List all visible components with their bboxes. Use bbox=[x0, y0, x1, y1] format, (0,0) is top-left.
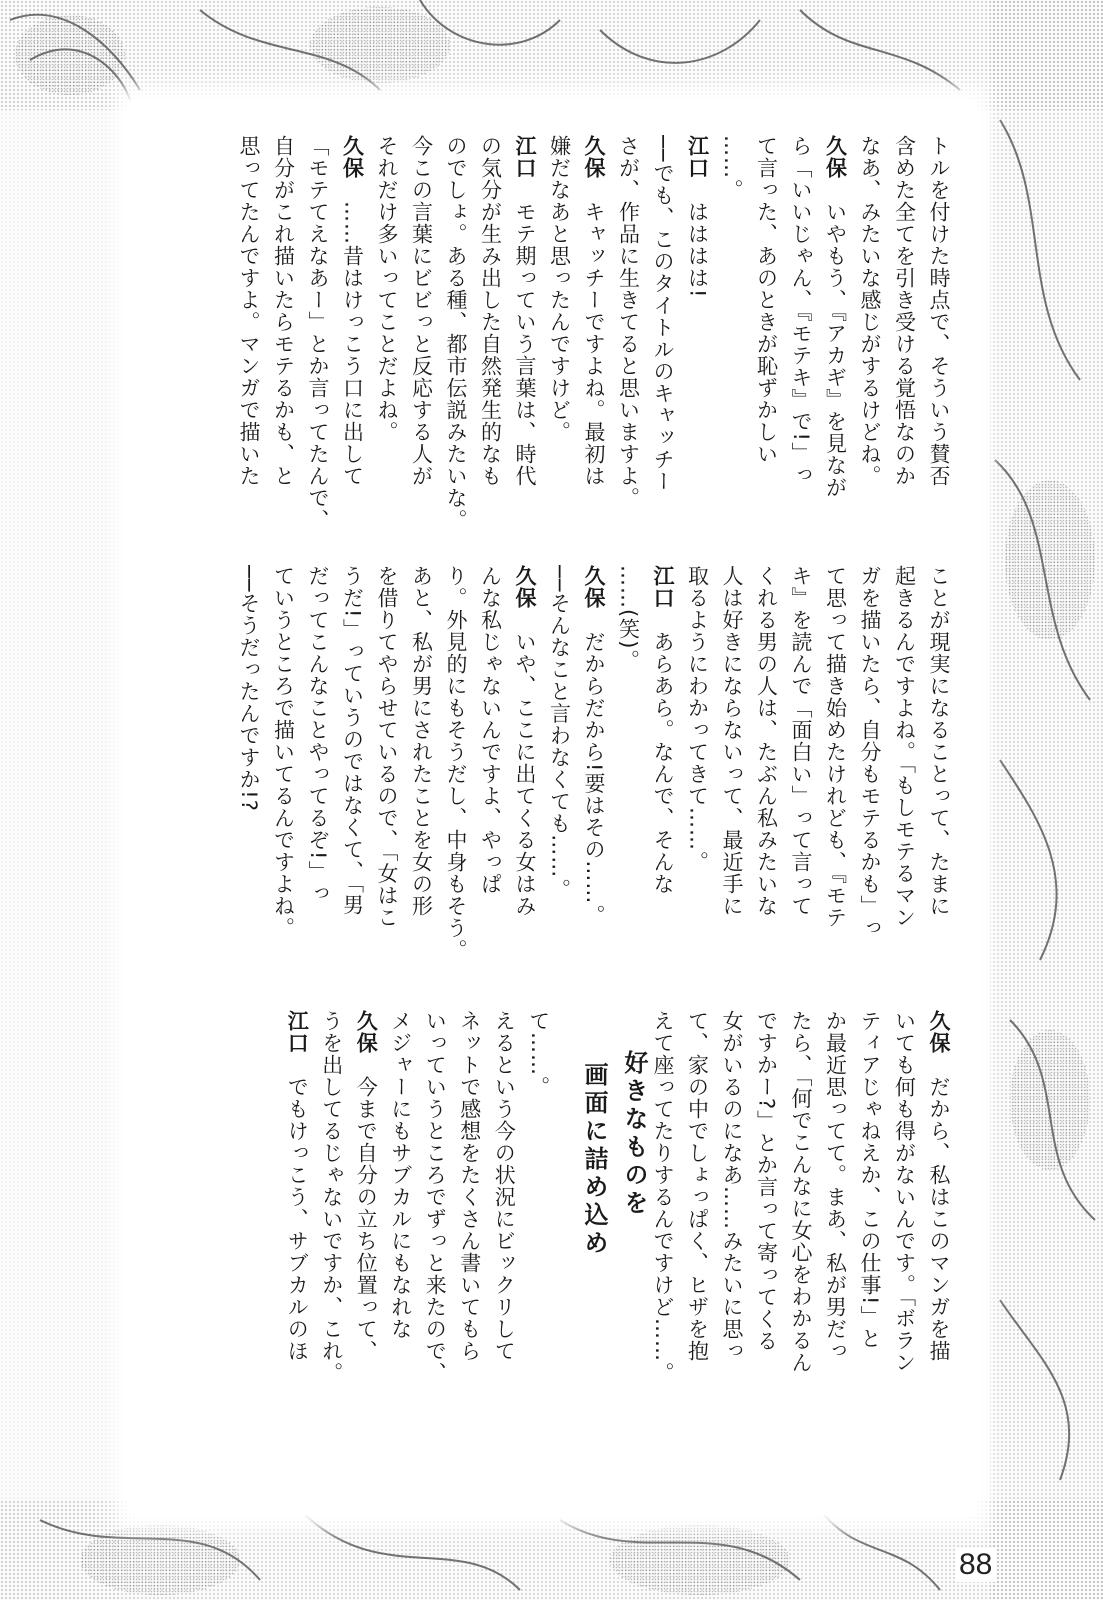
text-column bbox=[820, 1010, 852, 1430]
speaker-label: 久保 bbox=[823, 135, 848, 179]
text-column bbox=[302, 135, 334, 555]
text-column bbox=[419, 1010, 451, 1430]
text-column bbox=[923, 565, 955, 985]
column-text: ことが現実になることって、たまに bbox=[927, 565, 951, 917]
column-text: て、家の中でしょっぱく、ヒザを抱 bbox=[685, 1010, 710, 1362]
column-text: ですかー?」とか言って寄ってくる bbox=[754, 1010, 779, 1353]
column-text: て言った、あのときが恥ずかしい bbox=[754, 135, 779, 465]
column-text: のでしょ。ある種、都市伝説みたいな。 bbox=[444, 135, 468, 531]
column-text: だからだから!要はその……。 bbox=[582, 609, 606, 927]
text-column bbox=[281, 1010, 313, 1430]
text-column bbox=[647, 135, 679, 555]
text-column bbox=[475, 565, 507, 985]
column-text: でもけっこう、サブカルのほ bbox=[285, 1054, 310, 1362]
text-column bbox=[820, 135, 852, 555]
speaker-label: 久保 bbox=[582, 565, 606, 609]
column-text: ネットで感想をたくさん書いてもら bbox=[457, 1010, 482, 1362]
column-text: ……昔はけっこう口に出して bbox=[340, 179, 365, 487]
text-column bbox=[716, 565, 748, 985]
text-column bbox=[440, 135, 472, 555]
speaker-label: 江口 bbox=[685, 135, 710, 179]
column-text: 人は好きにならないって、最近手に bbox=[720, 565, 744, 917]
text-tier-1 bbox=[0, 135, 1103, 555]
column-text: り。外見的にもそうだし、中身もそう。 bbox=[444, 565, 468, 961]
column-text: キャッチーですよね。最初は bbox=[582, 179, 606, 487]
text-column bbox=[454, 1010, 486, 1430]
text-column bbox=[509, 565, 541, 985]
column-text: あらあら。なんで、そんな bbox=[651, 609, 675, 895]
text-column bbox=[682, 135, 714, 555]
text-column bbox=[751, 135, 783, 555]
column-text: ら「いいじゃん、『モテキ』で!」っ bbox=[789, 135, 813, 486]
speaker-label: 江口 bbox=[285, 1010, 310, 1054]
speaker-label: 久保 bbox=[340, 135, 365, 179]
text-column bbox=[785, 1010, 817, 1430]
text-column bbox=[544, 565, 576, 985]
column-text: メジャーにもサブカルにもなれな bbox=[388, 1010, 413, 1340]
text-tier-3 bbox=[0, 1010, 1103, 1430]
text-column bbox=[889, 1010, 921, 1430]
page-number: 88 bbox=[955, 1548, 996, 1582]
text-column bbox=[751, 565, 783, 985]
text-column bbox=[544, 135, 576, 555]
text-column bbox=[716, 1010, 748, 1430]
speaker-label: 江口 bbox=[513, 135, 537, 179]
text-column bbox=[751, 1010, 783, 1430]
column-text: んな私じゃないんですよ、やっぱ bbox=[478, 565, 503, 895]
text-column bbox=[647, 1010, 679, 1430]
column-text: うを出してるじゃないですか、これ。 bbox=[319, 1010, 344, 1384]
text-column bbox=[488, 1010, 520, 1430]
text-column bbox=[337, 565, 369, 985]
column-text: ……。 bbox=[720, 135, 744, 201]
text-column bbox=[509, 135, 541, 555]
text-column bbox=[268, 565, 300, 985]
text-tier-2 bbox=[0, 565, 1103, 985]
column-text: を借りてやらせているので、「女はこ bbox=[375, 565, 399, 929]
text-column bbox=[302, 565, 334, 985]
text-column bbox=[337, 135, 369, 555]
column-text: て……。 bbox=[526, 1010, 551, 1098]
text-column bbox=[233, 135, 265, 555]
section-heading-line: 画面に詰め込め bbox=[580, 1062, 608, 1258]
column-text: 含めた全てを引き受ける覚悟なのか bbox=[892, 135, 917, 487]
column-text: 今この言葉にビビっと反応する人が bbox=[409, 135, 434, 487]
column-text: 女がいるのになあ……みたいに思っ bbox=[720, 1010, 744, 1362]
text-column bbox=[682, 1010, 714, 1430]
text-column bbox=[316, 1010, 348, 1430]
column-text: 嫌だなあと思ったんですけど。 bbox=[547, 135, 572, 443]
text-column bbox=[923, 135, 955, 555]
column-text: キ』を読んで「面白い」って言って bbox=[789, 565, 813, 917]
column-text: トルを付けた時点で、そういう賛否 bbox=[927, 135, 951, 487]
column-text: 自分がこれ描いたらモテるかも、と bbox=[271, 135, 296, 487]
column-text: ──そうだったんですか!? bbox=[237, 565, 261, 812]
text-column bbox=[923, 1010, 955, 1430]
text-column bbox=[578, 135, 610, 555]
text-column bbox=[268, 135, 300, 555]
text-column bbox=[440, 565, 472, 985]
text-column bbox=[371, 135, 403, 555]
column-text: えて座ってたりするんですけど……。 bbox=[651, 1010, 675, 1384]
column-text: あと、私が男にされたことを女の形 bbox=[409, 565, 434, 917]
text-column bbox=[682, 565, 714, 985]
column-text: て思って描き始めたけれども、『モテ bbox=[823, 565, 848, 929]
text-column bbox=[406, 565, 438, 985]
column-text: たら、「何でこんなに女心をわかるん bbox=[789, 1010, 813, 1374]
speaker-label: 久保 bbox=[354, 1010, 379, 1054]
text-column bbox=[854, 135, 886, 555]
speaker-label: 江口 bbox=[651, 565, 675, 609]
text-column bbox=[385, 1010, 417, 1430]
text-column bbox=[406, 135, 438, 555]
column-text: か最近思ってて。まあ、私が男だっ bbox=[823, 1010, 848, 1362]
text-column bbox=[475, 135, 507, 555]
column-text: ……(笑)。 bbox=[616, 565, 641, 672]
column-text: ──でも、このタイトルのキャッチー bbox=[651, 135, 675, 493]
speaker-label: 久保 bbox=[927, 1010, 951, 1054]
column-text: 「モテてえなあー」とか言ってたんで、 bbox=[306, 135, 330, 531]
speaker-label: 久保 bbox=[582, 135, 606, 179]
column-text: だってこんなことやってるぞ!」っ bbox=[306, 565, 330, 905]
text-column bbox=[785, 135, 817, 555]
text-column bbox=[233, 565, 265, 985]
text-column bbox=[716, 135, 748, 555]
text-column bbox=[350, 1010, 382, 1430]
column-text: うだ!」っていうのではなくて、「男 bbox=[340, 565, 365, 916]
column-text: さが、作品に生きてると思いますよ。 bbox=[616, 135, 641, 509]
text-column bbox=[613, 565, 645, 985]
column-text: 思ってたんですよ。マンガで描いた bbox=[237, 135, 261, 487]
column-text: 起きるんですよね。「もしモテるマン bbox=[892, 565, 917, 929]
column-text: モテ期っていう言葉は、時代 bbox=[513, 179, 537, 487]
column-text: なあ、みたいな感じがするけどね。 bbox=[858, 135, 882, 487]
text-column bbox=[785, 565, 817, 985]
text-column bbox=[854, 565, 886, 985]
column-text: の気分が生み出した自然発生的なも bbox=[478, 135, 503, 487]
column-text: それだけ多いってことだよね。 bbox=[375, 135, 399, 443]
text-column bbox=[613, 135, 645, 555]
column-text: ていうところで描いてるんですよね。 bbox=[271, 565, 296, 939]
text-column bbox=[889, 565, 921, 985]
column-text: くれる男の人は、たぶん私みたいな bbox=[754, 565, 779, 917]
text-column bbox=[523, 1010, 555, 1430]
text-column bbox=[578, 565, 610, 985]
column-text: いやもう、『アカギ』を見なが bbox=[823, 179, 848, 499]
column-text: いても何も得がないんです。「ボラン bbox=[892, 1010, 917, 1374]
column-text: だから、私はこのマンガを描 bbox=[927, 1054, 951, 1362]
column-text: ──そんなこと言わなくても……。 bbox=[547, 565, 572, 901]
section-heading-line: 好きなものを bbox=[620, 1050, 648, 1218]
column-text: いっていうところでずっと来たので、 bbox=[423, 1010, 448, 1384]
column-text: いや、ここに出てくる女はみ bbox=[513, 609, 537, 917]
section-heading bbox=[572, 1050, 651, 1410]
column-text: えるという今の状況にビックリして bbox=[492, 1010, 517, 1362]
column-text: 取るようにわかってきて……。 bbox=[685, 565, 710, 873]
text-column bbox=[371, 565, 403, 985]
column-text: ティアじゃねえか、この仕事!」と bbox=[858, 1010, 882, 1350]
text-column bbox=[889, 135, 921, 555]
speaker-label: 久保 bbox=[513, 565, 537, 609]
text-column bbox=[854, 1010, 886, 1430]
column-text: 今まで自分の立ち位置って、 bbox=[354, 1054, 379, 1362]
text-column bbox=[820, 565, 852, 985]
column-text: ガを描いたら、自分もモテるかも」っ bbox=[858, 565, 882, 939]
text-column bbox=[647, 565, 679, 985]
column-text: はははは! bbox=[685, 179, 710, 299]
